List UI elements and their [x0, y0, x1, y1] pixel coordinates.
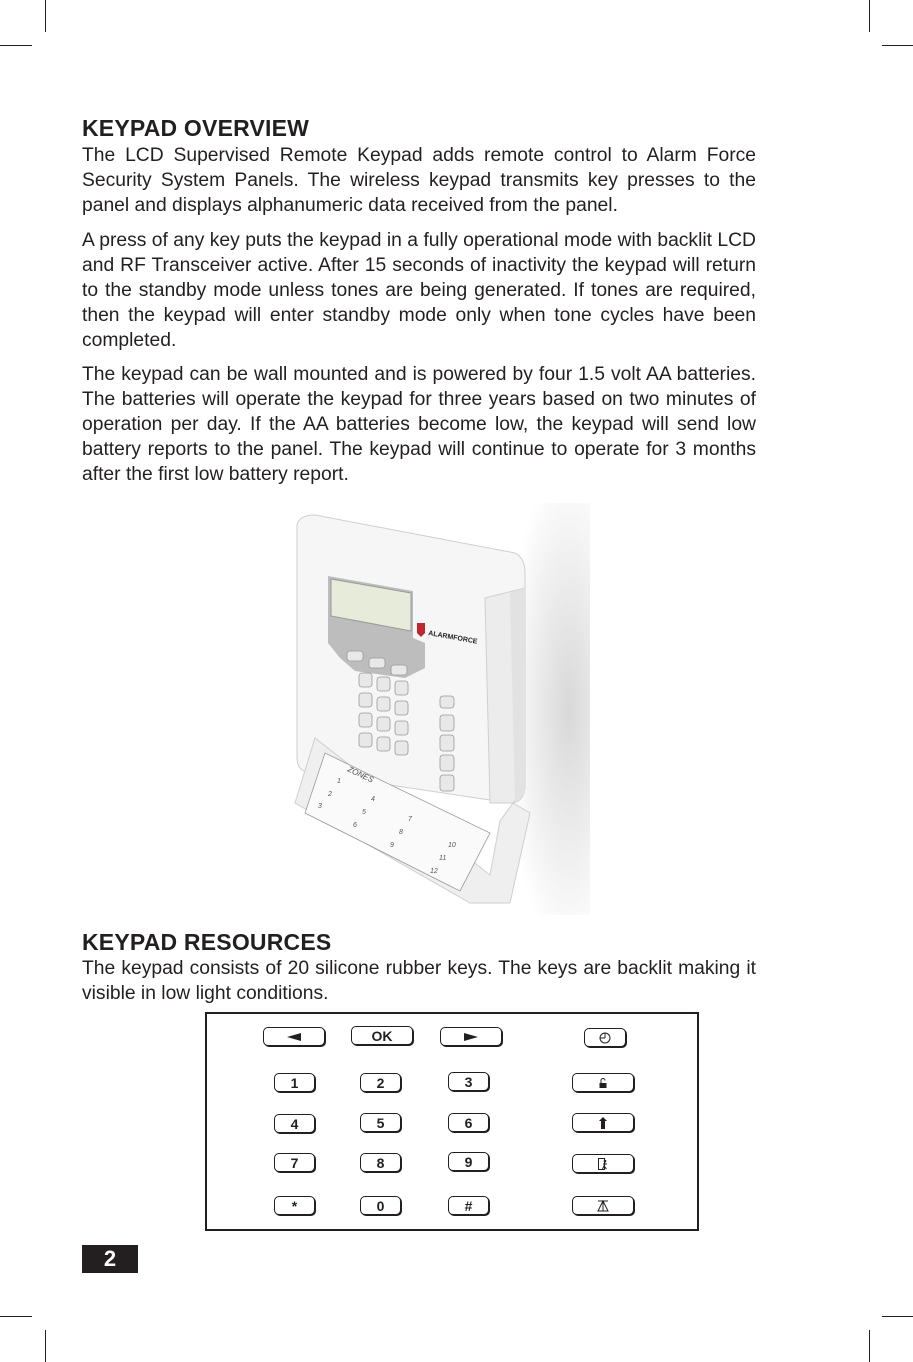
digit-key-5[interactable]: 5	[360, 1113, 401, 1132]
digit-key-1[interactable]: 1	[274, 1073, 315, 1092]
zone-number: 2	[328, 791, 332, 798]
crop-mark	[869, 0, 870, 32]
digit-key-8[interactable]: 8	[360, 1153, 401, 1172]
alarm-tripod-icon	[597, 1200, 609, 1212]
brand-logo-text: ALARMFORCE	[427, 630, 478, 646]
zone-number: 10	[448, 842, 456, 849]
clock-icon	[599, 1032, 611, 1044]
zones-label: ZONES	[346, 764, 375, 785]
resources-paragraph: The keypad consists of 20 silicone rubber keys. The keys are backlit making it visible in low light conditions.	[82, 958, 756, 1004]
clock-key[interactable]	[584, 1028, 626, 1047]
stay-key[interactable]	[572, 1113, 634, 1132]
right-arrow-key[interactable]	[440, 1027, 502, 1046]
section-heading-overview: KEYPAD OVERVIEW	[82, 115, 310, 141]
unlock-icon	[599, 1078, 607, 1088]
page-number: 2	[82, 1245, 138, 1273]
zone-number: 9	[390, 842, 394, 849]
away-door-icon	[598, 1158, 608, 1170]
crop-mark	[882, 1316, 913, 1317]
digit-key-4[interactable]: 4	[274, 1114, 315, 1133]
section-heading-resources: KEYPAD RESOURCES	[82, 929, 332, 955]
zone-number: 11	[439, 855, 447, 862]
crop-mark	[45, 1330, 46, 1362]
zone-number: 6	[353, 822, 357, 829]
right-arrow-icon	[464, 1033, 478, 1041]
stay-home-icon	[599, 1117, 607, 1129]
star-key[interactable]: *	[274, 1196, 315, 1215]
digit-key-7[interactable]: 7	[274, 1153, 315, 1172]
overview-paragraph-1: The LCD Supervised Remote Keypad adds remote control to Alarm Force Security System Panels. The wireless keypad transmits key presses to the panel and displays alphanumeric data received from the panel.	[82, 145, 756, 216]
digit-key-3[interactable]: 3	[448, 1072, 489, 1091]
alarm-key[interactable]	[572, 1196, 634, 1215]
zone-number: 3	[318, 803, 322, 810]
digit-key-2[interactable]: 2	[360, 1073, 401, 1092]
zone-number: 5	[362, 809, 366, 816]
keypad-illustration	[285, 503, 590, 915]
left-arrow-key[interactable]	[263, 1027, 325, 1046]
crop-mark	[0, 45, 32, 46]
hash-key[interactable]: #	[448, 1196, 489, 1215]
digit-key-6[interactable]: 6	[448, 1113, 489, 1132]
overview-paragraph-2: A press of any key puts the keypad in a fully operational mode with backlit LCD and RF Transceiver active. After 15 seconds of inactivity the keypad will return to the standby mode unless tones are being generated. If tones are required, then the keypad will enter standby mode only when tone cycles have been completed.	[82, 230, 756, 351]
zone-number: 4	[371, 796, 375, 803]
keypad-diagram	[205, 1012, 699, 1231]
zone-number: 1	[337, 778, 341, 785]
zone-number: 7	[408, 816, 412, 823]
zone-number: 8	[399, 829, 403, 836]
ok-key[interactable]: OK	[351, 1026, 413, 1045]
unlock-key[interactable]	[572, 1073, 634, 1092]
digit-key-9[interactable]: 9	[448, 1152, 489, 1171]
crop-mark	[0, 1316, 32, 1317]
left-arrow-icon	[287, 1033, 301, 1041]
crop-mark	[882, 45, 913, 46]
overview-paragraph-3: The keypad can be wall mounted and is powered by four 1.5 volt AA batteries. The batteries will operate the keypad for three years based on two minutes of operation per day. If the AA batteries become low, the keypad will send low battery reports to the panel. The keypad will continue to operate for 3 months after the first low battery report.	[82, 364, 756, 485]
away-key[interactable]	[572, 1154, 634, 1173]
crop-mark	[45, 0, 46, 32]
digit-key-0[interactable]: 0	[360, 1196, 401, 1215]
zone-number: 12	[430, 868, 438, 875]
crop-mark	[869, 1330, 870, 1362]
